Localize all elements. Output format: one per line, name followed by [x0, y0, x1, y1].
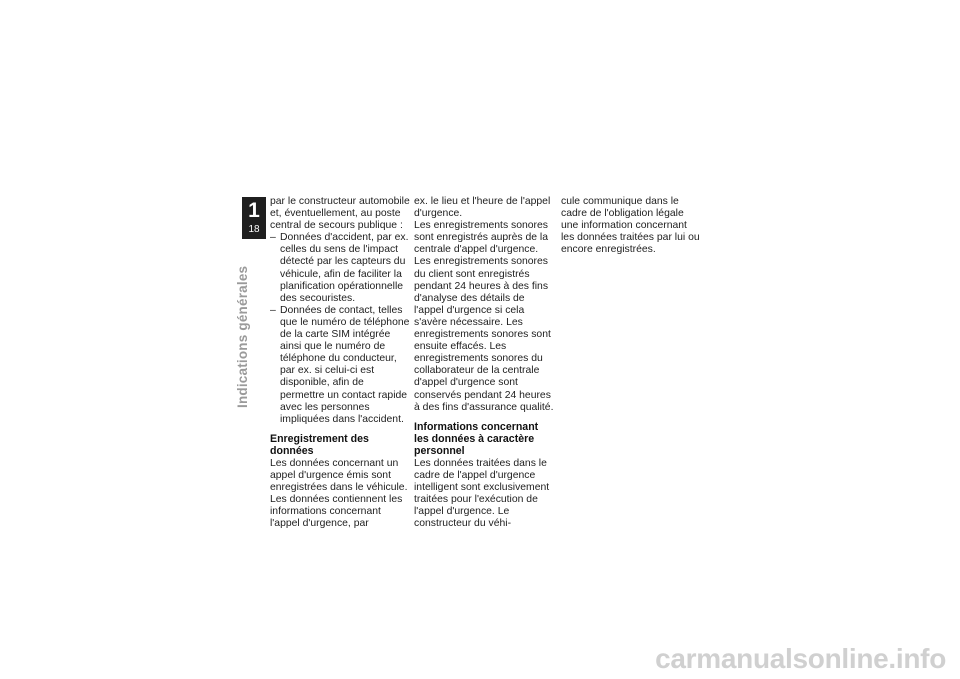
- text-column-3: [561, 196, 701, 256]
- bullet-item: [270, 232, 410, 305]
- bullet-text: Données de contact, telles que le numéro de téléphone de la carte SIM intégrée ainsi que le numéro de téléphone du conducteur, par ex. si celui-ci est disponible, afin de permettre un contact rapide avec les personnes impliquées dans l'accident.: [280, 304, 410, 425]
- side-section-title: Indications générales: [235, 265, 250, 408]
- chapter-badge: [242, 197, 266, 239]
- watermark: carmanualsonline.info: [655, 643, 946, 674]
- bullet-list: [270, 232, 410, 426]
- section-heading: Informations concernant les données à caractère personnel: [414, 420, 539, 457]
- page-number: 18: [248, 224, 260, 235]
- body-paragraph: Les données traitées dans le cadre de l'appel d'urgence intelligent sont exclusivement traitées pour l'exécution de l'appel d'urgence. Le constructeur du véhi-: [414, 457, 550, 530]
- intro-paragraph: par le constructeur automobile et, éventuellement, au poste central de secours publique :: [270, 196, 410, 232]
- bullet-item: [270, 305, 410, 426]
- body-paragraph: Les enregistrements sonores sont enregistrés auprès de la centrale d'appel d'urgence.: [414, 220, 549, 256]
- body-paragraph: Les données concernant un appel d'urgence émis sont enregistrées dans le véhicule. Les données contiennent les informations concernant l'appel d'urgence, par: [270, 457, 408, 530]
- body-paragraph: cule communique dans le cadre de l'obligation légale une information concernant les données traitées par lui ou encore enregistrées.: [561, 196, 700, 256]
- section-heading: Enregistrement des données: [270, 432, 369, 457]
- chapter-number: 1: [248, 199, 260, 222]
- text-column-1: [270, 196, 410, 531]
- body-paragraph: Les enregistrements sonores du client sont enregistrés pendant 24 heures à des fins d'analyse des détails de l'appel d'urgence si cela s'avère nécessaire. Les enregistrements sonores sont ensuite effacés. Les enregistrements sonores du collaborateur de la centrale d'appel d'urgence sont conservés pendant 24 heures à des fins d'assurance qualité.: [414, 256, 554, 413]
- dash-bullet: –: [270, 304, 276, 316]
- dash-bullet: –: [270, 232, 276, 244]
- text-column-2: [414, 196, 554, 531]
- bullet-text: Données d'accident, par ex. celles du sens de l'impact détecté par les capteurs du véhicule, afin de faciliter la planification opérationnelle des secouristes.: [280, 232, 409, 304]
- body-paragraph: ex. le lieu et l'heure de l'appel d'urgence.: [414, 196, 551, 220]
